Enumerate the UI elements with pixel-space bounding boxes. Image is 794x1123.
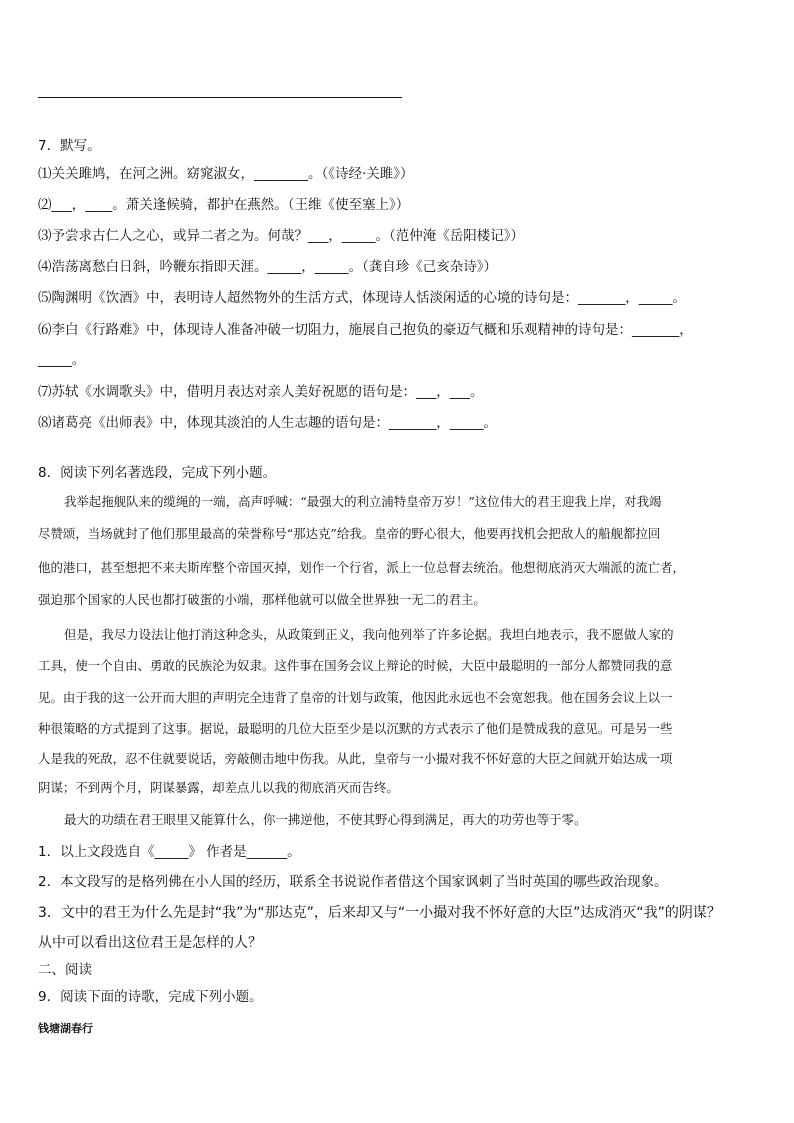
passage-line-4: 强迫那个国家的人民也都打破蛋的小端，那样他就可以做全世界独一无二的君主。 [38, 592, 486, 607]
dictation-item-7: ⑺苏轼《水调歌头》中，借明月表达对亲人美好祝愿的语句是：___，___。 [38, 384, 484, 400]
passage-line-8: 种很策略的方式提到了这事。据说，最聪明的几位大臣至少是以沉默的方式表示了他们是赞成我的意见。可是另一些 [38, 721, 673, 736]
question-3: 3．文中的君王为什么先是封“我”为“那达克”，后来却又与“一小撮对我不怀好意的大臣”达成消灭“我”的阴谋？ [38, 905, 721, 921]
dictation-item-1: ⑴关关雎鸠，在河之洲。窈窕淑女，________。（《诗经·关雎》） [38, 166, 414, 182]
section-9-heading: 9．阅读下面的诗歌，完成下列小题。 [38, 989, 263, 1005]
section-7-heading: 7．默写。 [38, 138, 101, 154]
passage-line-9: 人是我的死敌，忍不住就要说话，旁敲侧击地中伤我。从此，皇帝与一小撮对我不怀好意的大臣之间就开始达成一项 [38, 751, 673, 766]
section-8-heading: 8．阅读下列名著选段，完成下列小题。 [38, 465, 277, 481]
question-1: 1．以上文段选自《_____》 作者是______。 [38, 844, 301, 860]
passage-line-2: 尽赞颂，当场就封了他们那里最高的荣誉称号“那达克”给我。皇帝的野心很大，他要再找机会把敌人的船舰都拉回 [38, 526, 661, 541]
question-3-continuation: 从中可以看出这位君王是怎样的人？ [38, 935, 262, 951]
dictation-item-3: ⑶予尝求古仁人之心，或异二者之为。何哉？___，_____。（范仲淹《岳阳楼记》） [38, 228, 524, 244]
passage-line-11: 最大的功绩在君王眼里又能算什么，你一拂逆他，不使其野心得到满足，再大的功劳也等于零。 [64, 812, 587, 827]
dictation-item-4: ⑷浩荡离愁白日斜，吟鞭东指即天涯。_____，_____。（龚自珍《己亥杂诗》） [38, 259, 497, 275]
passage-line-1: 我举起拖舰队来的缆绳的一端，高声呼喊：“最强大的利立浦特皇帝万岁！”这位伟大的君王迎我上岸，对我竭 [64, 494, 662, 509]
passage-line-3: 他的港口，甚至想把不来夫斯库整个帝国灭掉，划作一个行省，派上一位总督去统治。他想彻底消灭大端派的流亡者， [38, 560, 685, 575]
passage-line-5: 但是，我尽力设法让他打消这种念头，从政策到正义，我向他列举了许多论据。我坦白地表示，我不愿做人家的 [64, 627, 674, 642]
poem-title: 钱塘湖春行 [38, 1022, 93, 1035]
passage-line-7: 见。由于我的这一公开而大胆的声明完全违背了皇帝的计划与政策，他因此永远也不会宽恕我。他在国务会议上以一 [38, 690, 673, 705]
dictation-item-6-continuation: _____。 [38, 352, 86, 368]
top-rule [38, 97, 402, 98]
dictation-item-8: ⑻诸葛亮《出师表》中，体现其淡泊的人生志趣的语句是：_______，_____。 [38, 415, 497, 431]
dictation-item-5: ⑸陶渊明《饮酒》中，表明诗人超然物外的生活方式，体现诗人恬淡闲适的心境的诗句是：_______，_____。 [38, 290, 686, 306]
dictation-item-2: ⑵___，____。萧关逢候骑，都护在燕然。（王维《使至塞上》） [38, 197, 410, 213]
dictation-item-6: ⑹李白《行路难》中，体现诗人准备冲破一切阻力，施展自己抱负的豪迈气概和乐观精神的诗句是：_______， [38, 322, 693, 338]
passage-line-6: 工具，使一个自由、勇敢的民族沦为奴隶。这件事在国务会议上辩论的时候，大臣中最聪明的一部分人都赞同我的意 [38, 658, 673, 673]
part-2-heading: 二、阅读 [38, 962, 92, 978]
passage-line-10: 阴谋；不到两个月，阴谋暴露，却差点儿以我的彻底消灭而告终。 [38, 780, 399, 795]
question-2: 2．本文段写的是格列佛在小人国的经历，联系全书说说作者借这个国家讽刺了当时英国的哪些政治现象。 [38, 874, 668, 890]
